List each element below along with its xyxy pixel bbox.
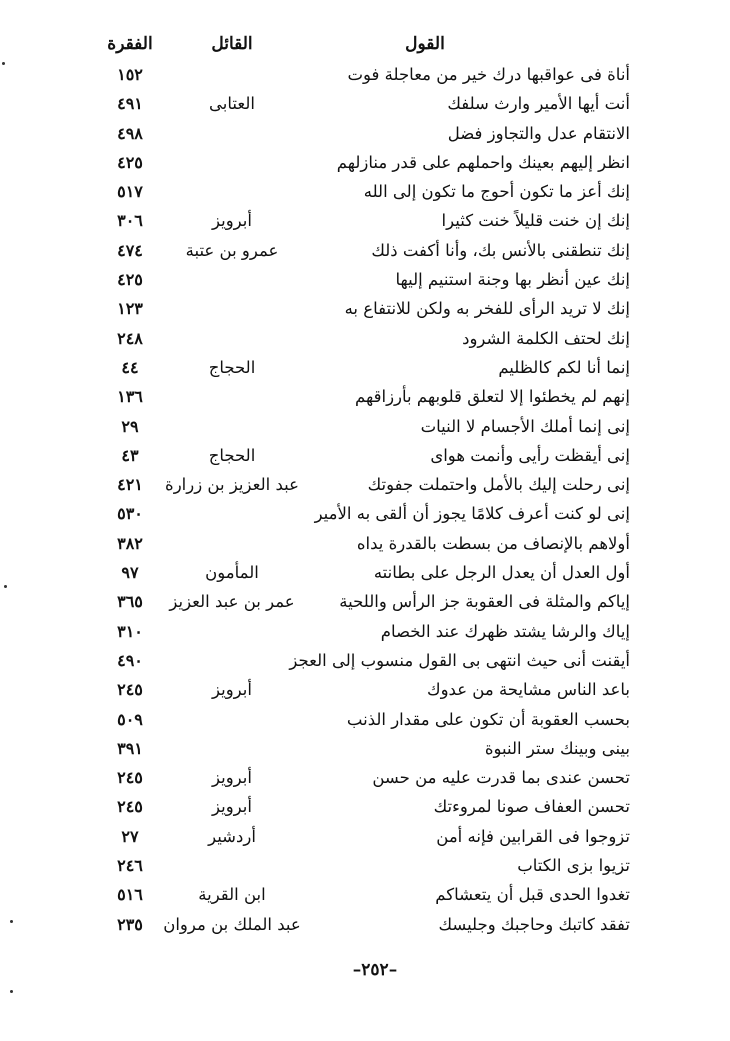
quotes-table	[90, 60, 690, 939]
quote-text: أيقنت أنى حيث انتهى بى القول منسوب إلى العجز	[289, 650, 630, 670]
quote-text: إنك إن خنت قليلاً خنت كثيرا	[441, 211, 630, 231]
paragraph-number: ٤٩١	[117, 94, 143, 114]
paragraph-number: ٤٩٨	[117, 123, 143, 143]
quote-text: إنى رحلت إليك بالأمل واحتملت جفوتك	[367, 475, 630, 495]
quote-text: أولاهم بالإنصاف من بسطت بالقدرة يداه	[356, 533, 630, 553]
paragraph-number: ١٣٦	[117, 387, 143, 407]
paragraph-number: ٤٢١	[117, 475, 143, 495]
paragraph-number: ٤٤	[121, 357, 139, 377]
table-row	[90, 558, 690, 587]
table-row	[90, 89, 690, 118]
paragraph-number: ٥٣٠	[117, 504, 143, 524]
quote-text: إنك لحتف الكلمة الشرود	[462, 328, 630, 348]
quote-text: إنى أيقظت رأيى وأنمت هواى	[430, 445, 630, 465]
table-row	[90, 499, 690, 528]
table-row	[90, 265, 690, 294]
header-quote: القول	[405, 34, 445, 54]
table-row	[90, 470, 690, 499]
table-row	[90, 617, 690, 646]
paragraph-number: ٢٤٨	[117, 328, 143, 348]
sayer-name: الحجاج	[208, 445, 256, 465]
paragraph-number: ٥١٦	[117, 885, 143, 905]
paragraph-number: ٢٤٥	[117, 797, 143, 817]
paragraph-number: ٩٧	[121, 563, 139, 583]
quote-text: إنك عين أنظر بها وجنة استنيم إليها	[395, 270, 630, 290]
scan-speck	[2, 62, 5, 65]
quote-text: إنما أنا لكم كالظليم	[498, 357, 630, 377]
quote-text: أنت أيها الأمير وارث سلفك	[447, 94, 630, 114]
quote-text: إياكم والمثلة فى العقوبة جز الرأس واللحية	[339, 592, 630, 612]
paragraph-number: ٤٢٥	[117, 270, 143, 290]
header-paragraph: الفقرة	[107, 34, 153, 54]
table-row	[90, 60, 690, 89]
paragraph-number: ١٢٣	[117, 299, 143, 319]
table-row	[90, 382, 690, 411]
sayer-name: أبرويز	[212, 768, 252, 788]
scan-speck	[4, 585, 7, 588]
quote-text: انظر إليهم بعينك واحملهم على قدر منازلهم	[336, 152, 630, 172]
paragraph-number: ٢٧	[121, 826, 139, 846]
table-row	[90, 646, 690, 675]
quote-text: إنهم لم يخطئوا إلا لتعلق قلوبهم بأرزاقهم	[355, 387, 630, 407]
paragraph-number: ٥٠٩	[117, 709, 143, 729]
table-row	[90, 792, 690, 821]
paragraph-number: ٢٣٥	[117, 914, 143, 934]
paragraph-number: ٢٤٥	[117, 768, 143, 788]
table-row	[90, 851, 690, 880]
quote-text: تزوجوا فى القرابين فإنه أمن	[436, 826, 630, 846]
table-row	[90, 763, 690, 792]
table-header	[90, 34, 690, 58]
quote-text: إنك لا تريد الرأى للفخر به ولكن للانتفاع به	[344, 299, 630, 319]
paragraph-number: ٥١٧	[117, 182, 143, 202]
sayer-name: أبرويز	[212, 211, 252, 231]
sayer-name: الحجاج	[208, 357, 256, 377]
quote-text: إنى إنما أملك الأجسام لا النيات	[420, 416, 630, 436]
sayer-name: ابن القرية	[198, 885, 266, 905]
table-row	[90, 119, 690, 148]
sayer-name: عبد الملك بن مروان	[163, 914, 301, 934]
paragraph-number: ٣٩١	[117, 738, 143, 758]
table-row	[90, 822, 690, 851]
scan-speck	[10, 920, 13, 923]
paragraph-number: ٣١٠	[117, 621, 143, 641]
table-row	[90, 705, 690, 734]
table-row	[90, 675, 690, 704]
sayer-name: العتابى	[209, 94, 255, 114]
table-row	[90, 206, 690, 235]
paragraph-number: ٤٣	[121, 445, 139, 465]
paragraph-number: ٣٠٦	[117, 211, 143, 231]
paragraph-number: ٤٧٤	[117, 240, 143, 260]
quote-text: الانتقام عدل والتجاوز فضل	[447, 123, 630, 143]
paragraph-number: ٤٢٥	[117, 152, 143, 172]
table-row	[90, 236, 690, 265]
paragraph-number: ٢٤٦	[117, 856, 143, 876]
table-row	[90, 587, 690, 616]
quote-text: تحسن عندى بما قدرت عليه من حسن	[372, 768, 630, 788]
sayer-name: عمر بن عبد العزيز	[169, 592, 295, 612]
table-row	[90, 529, 690, 558]
quote-text: تغدوا الحدى قبل أن يتعشاكم	[435, 885, 630, 905]
quote-text: إنى لو كنت أعرف كلامًا يجوز أن ألقى به الأمير	[314, 504, 630, 524]
quote-text: تفقد كاتبك وحاجبك وجليسك	[438, 914, 630, 934]
sayer-name: أبرويز	[212, 797, 252, 817]
table-row	[90, 734, 690, 763]
table-row	[90, 148, 690, 177]
page-number: –٢٥٢–	[352, 960, 398, 980]
sayer-name: أردشير	[208, 826, 256, 846]
quote-text: إنك أعز ما تكون أحوج ما تكون إلى الله	[363, 182, 630, 202]
quote-text: إنك تنطقنى بالأنس بك، وأنا أكفت ذلك	[371, 240, 630, 260]
sayer-name: المأمون	[205, 563, 259, 583]
sayer-name: أبرويز	[212, 680, 252, 700]
sayer-name: عمرو بن عتبة	[185, 240, 279, 260]
scan-speck	[10, 990, 13, 993]
table-row	[90, 441, 690, 470]
paragraph-number: ٣٨٢	[117, 533, 143, 553]
table-row	[90, 353, 690, 382]
quote-text: باعد الناس مشايحة من عدوك	[426, 680, 630, 700]
quote-text: أول العدل أن يعدل الرجل على بطانته	[373, 563, 630, 583]
quote-text: أناة فى عواقبها درك خير من معاجلة فوت	[347, 65, 630, 84]
table-row	[90, 412, 690, 441]
table-row	[90, 910, 690, 939]
paragraph-number: ٢٤٥	[117, 680, 143, 700]
quote-text: تزيوا بزى الكتاب	[517, 856, 630, 876]
sayer-name: عبد العزيز بن زرارة	[165, 475, 299, 495]
table-row	[90, 294, 690, 323]
table-row	[90, 324, 690, 353]
paragraph-number: ٣٦٥	[117, 592, 143, 612]
table-row	[90, 880, 690, 909]
paragraph-number: ٢٩	[121, 416, 139, 436]
quote-text: بينى وبينك ستر النبوة	[484, 738, 630, 758]
table-row	[90, 177, 690, 206]
paragraph-number: ١٥٢	[117, 65, 143, 84]
paragraph-number: ٤٩٠	[117, 650, 143, 670]
quote-text: بحسب العقوبة أن تكون على مقدار الذنب	[346, 709, 630, 729]
quote-text: تحسن العفاف صونا لمروءتك	[433, 797, 630, 817]
header-sayer: القائل	[211, 34, 253, 54]
quote-text: إياك والرشا يشتد ظهرك عند الخصام	[380, 621, 630, 641]
